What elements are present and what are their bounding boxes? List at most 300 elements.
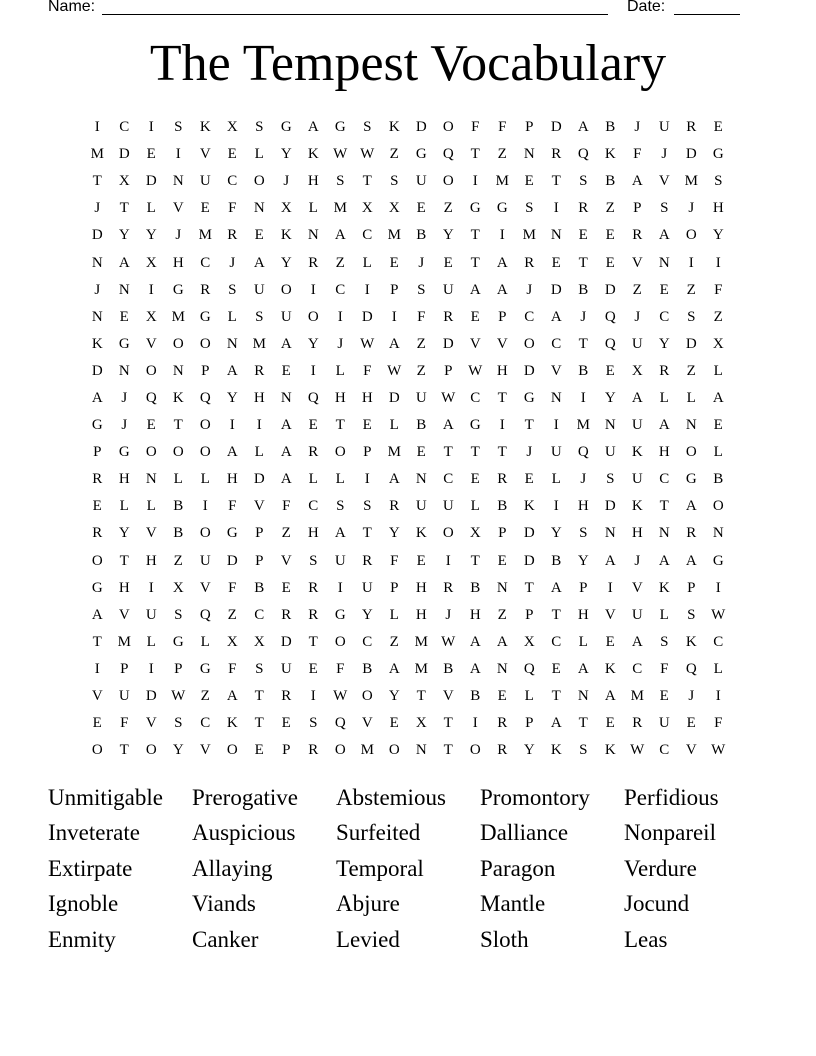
grid-letter: A [685, 552, 698, 569]
grid-letter: Z [497, 146, 508, 163]
grid-letter: J [661, 146, 668, 163]
grid-letter: Z [227, 606, 238, 623]
grid-letter: J [634, 552, 641, 569]
grid-letter: T [470, 254, 481, 271]
grid-letter: Z [497, 606, 508, 623]
grid-letter: V [496, 335, 509, 352]
grid-letter: R [254, 362, 265, 379]
grid-letter: O [172, 335, 185, 352]
grid-letter: N [118, 281, 131, 298]
grid-letter: H [118, 579, 131, 596]
grid-letter: B [362, 660, 373, 677]
grid-letter: O [91, 742, 104, 759]
grid-letter: O [685, 444, 698, 461]
grid-letter: N [496, 579, 509, 596]
grid-letter: E [524, 173, 535, 190]
word-list [48, 780, 768, 958]
word-list-item: Levied [336, 926, 400, 952]
grid-letter: T [362, 525, 373, 542]
grid-letter: G [172, 281, 185, 298]
grid-letter: R [497, 742, 508, 759]
grid-letter: U [442, 281, 455, 298]
grid-letter: T [470, 146, 481, 163]
grid-letter: T [119, 200, 130, 217]
grid-letter: O [145, 742, 158, 759]
grid-letter: E [281, 579, 292, 596]
grid-letter: I [715, 254, 722, 271]
grid-letter: P [390, 281, 399, 298]
grid-letter: U [550, 444, 563, 461]
grid-letter: Z [605, 200, 616, 217]
grid-letter: E [416, 552, 427, 569]
grid-letter: W [171, 688, 186, 705]
grid-letter: A [550, 308, 563, 325]
grid-letter: S [417, 281, 426, 298]
word-list-item: Nonpareil [624, 820, 716, 846]
grid-letter: G [685, 471, 698, 488]
grid-letter: T [443, 715, 454, 732]
grid-letter: R [578, 200, 589, 217]
letter-grid [84, 114, 732, 764]
grid-letter: Z [632, 281, 643, 298]
grid-letter: Y [118, 525, 131, 542]
grid-letter: E [659, 688, 670, 705]
grid-letter: K [226, 715, 239, 732]
grid-letter: R [443, 579, 454, 596]
grid-letter: X [145, 254, 158, 271]
grid-letter: A [496, 633, 509, 650]
grid-letter: Y [388, 688, 401, 705]
grid-letter: J [634, 308, 641, 325]
grid-letter: C [659, 471, 670, 488]
grid-letter: K [523, 498, 536, 515]
grid-letter: S [579, 525, 588, 542]
grid-letter: R [308, 606, 319, 623]
grid-letter: S [255, 660, 264, 677]
grid-letter: L [389, 606, 400, 623]
grid-letter: N [604, 525, 617, 542]
grid-letter: C [524, 308, 535, 325]
grid-letter: I [94, 119, 101, 136]
grid-letter: V [253, 498, 266, 515]
grid-letter: K [604, 660, 617, 677]
grid-letter: Z [416, 362, 427, 379]
grid-letter: N [172, 173, 185, 190]
grid-letter: L [173, 471, 184, 488]
grid-letter: L [119, 498, 130, 515]
grid-letter: N [523, 146, 536, 163]
grid-letter: Y [226, 389, 239, 406]
grid-letter: G [469, 200, 482, 217]
grid-letter: E [551, 660, 562, 677]
grid-letter: T [335, 417, 346, 434]
grid-letter: G [415, 146, 428, 163]
grid-letter: E [362, 417, 373, 434]
grid-letter: M [360, 742, 375, 759]
grid-letter: V [172, 200, 185, 217]
word-list-item: Ignoble [48, 891, 119, 917]
grid-letter: I [148, 579, 155, 596]
grid-letter: O [334, 633, 347, 650]
grid-letter: U [631, 471, 644, 488]
grid-letter: G [91, 417, 104, 434]
grid-letter: M [387, 444, 402, 461]
grid-letter: Q [577, 444, 590, 461]
grid-letter: S [363, 498, 372, 515]
grid-letter: Y [280, 254, 293, 271]
grid-letter: G [199, 660, 212, 677]
grid-letter: M [387, 227, 402, 244]
word-list-item: Jocund [624, 891, 690, 917]
grid-letter: I [715, 579, 722, 596]
grid-letter: O [199, 417, 212, 434]
grid-letter: R [389, 498, 400, 515]
grid-letter: M [684, 173, 699, 190]
grid-letter: F [228, 660, 237, 677]
grid-letter: H [577, 498, 590, 515]
grid-letter: Z [686, 362, 697, 379]
grid-letter: R [686, 525, 697, 542]
grid-letter: Y [307, 335, 320, 352]
grid-letter: I [364, 281, 371, 298]
grid-letter: M [333, 200, 348, 217]
grid-letter: L [659, 606, 670, 623]
grid-letter: O [199, 335, 212, 352]
grid-letter: P [390, 579, 399, 596]
grid-letter: M [90, 146, 105, 163]
grid-letter: L [200, 471, 211, 488]
grid-letter: E [92, 498, 103, 515]
grid-letter: R [308, 742, 319, 759]
word-list-item: Auspicious [192, 820, 296, 846]
grid-letter: Z [416, 335, 427, 352]
grid-letter: B [605, 173, 616, 190]
grid-letter: T [254, 715, 265, 732]
grid-letter: O [442, 525, 455, 542]
grid-letter: R [524, 254, 535, 271]
grid-letter: Y [280, 146, 293, 163]
grid-letter: S [336, 498, 345, 515]
grid-letter: E [551, 254, 562, 271]
grid-letter: K [604, 146, 617, 163]
grid-letter: E [281, 715, 292, 732]
grid-letter: D [442, 335, 455, 352]
grid-letter: P [498, 308, 507, 325]
grid-letter: V [604, 606, 617, 623]
grid-letter: D [523, 525, 536, 542]
grid-letter: A [496, 254, 509, 271]
grid-letter: N [658, 525, 671, 542]
grid-letter: A [604, 688, 617, 705]
grid-letter: A [253, 254, 266, 271]
grid-letter: R [497, 471, 508, 488]
grid-letter: B [578, 362, 589, 379]
grid-letter: E [443, 254, 454, 271]
grid-letter: J [175, 227, 182, 244]
grid-letter: L [470, 498, 481, 515]
grid-letter: J [688, 200, 695, 217]
grid-letter: W [333, 146, 348, 163]
grid-letter: A [712, 389, 725, 406]
grid-letter: L [686, 389, 697, 406]
word-list-item: Abstemious [336, 784, 446, 810]
grid-letter: A [388, 471, 401, 488]
grid-letter: K [631, 498, 644, 515]
grid-letter: O [226, 742, 239, 759]
grid-letter: X [145, 308, 158, 325]
grid-letter: J [94, 281, 101, 298]
grid-letter: B [605, 119, 616, 136]
grid-letter: J [634, 119, 641, 136]
grid-letter: P [687, 579, 696, 596]
grid-letter: I [553, 498, 560, 515]
grid-letter: L [146, 498, 157, 515]
grid-letter: W [360, 335, 375, 352]
grid-letter: F [228, 200, 237, 217]
grid-letter: O [172, 444, 185, 461]
grid-letter: V [145, 715, 158, 732]
grid-letter: O [712, 498, 725, 515]
grid-letter: X [118, 173, 131, 190]
grid-letter: Q [145, 389, 158, 406]
word-list-item: Verdure [624, 855, 697, 881]
name-label: Name: [48, 0, 96, 15]
grid-letter: S [255, 119, 264, 136]
grid-letter: U [415, 498, 428, 515]
grid-letter: Q [334, 715, 347, 732]
grid-letter: S [363, 119, 372, 136]
grid-letter: A [91, 606, 104, 623]
grid-letter: I [310, 688, 317, 705]
grid-letter: H [361, 389, 374, 406]
grid-letter: B [416, 417, 427, 434]
grid-letter: X [280, 200, 293, 217]
grid-letter: F [282, 498, 291, 515]
grid-letter: C [659, 742, 670, 759]
grid-letter: T [551, 688, 562, 705]
grid-letter: D [685, 146, 698, 163]
grid-letter: U [361, 579, 374, 596]
grid-letter: L [227, 308, 238, 325]
grid-letter: S [687, 606, 696, 623]
grid-letter: A [577, 119, 590, 136]
grid-letter: T [551, 173, 562, 190]
grid-letter: I [580, 389, 587, 406]
grid-letter: E [389, 715, 400, 732]
grid-letter: T [92, 633, 103, 650]
grid-letter: L [551, 471, 562, 488]
grid-letter: S [228, 281, 237, 298]
grid-letter: A [685, 498, 698, 515]
grid-letter: T [119, 552, 130, 569]
grid-letter: I [94, 660, 101, 677]
grid-letter: A [604, 552, 617, 569]
grid-letter: H [145, 552, 158, 569]
header-line [48, 0, 748, 20]
grid-letter: S [525, 200, 534, 217]
grid-letter: B [578, 281, 589, 298]
grid-letter: A [550, 579, 563, 596]
grid-letter: R [281, 606, 292, 623]
grid-letter: P [255, 552, 264, 569]
grid-letter: A [307, 119, 320, 136]
grid-letter: A [496, 281, 509, 298]
grid-letter: W [387, 362, 402, 379]
grid-letter: S [390, 173, 399, 190]
grid-letter: D [145, 173, 158, 190]
grid-letter: N [415, 471, 428, 488]
grid-letter: D [415, 119, 428, 136]
grid-letter: N [604, 417, 617, 434]
grid-letter: J [580, 308, 587, 325]
grid-letter: K [685, 633, 698, 650]
grid-letter: A [280, 417, 293, 434]
grid-letter: C [470, 389, 481, 406]
grid-letter: A [631, 633, 644, 650]
grid-letter: A [118, 254, 131, 271]
grid-letter: V [631, 254, 644, 271]
grid-letter: U [604, 444, 617, 461]
grid-letter: P [498, 525, 507, 542]
grid-letter: F [714, 715, 723, 732]
grid-letter: E [227, 146, 238, 163]
grid-letter: L [335, 362, 346, 379]
grid-letter: Z [713, 308, 724, 325]
grid-letter: U [334, 552, 347, 569]
grid-letter: S [579, 742, 588, 759]
word-list-item: Leas [624, 926, 668, 952]
grid-letter: E [497, 688, 508, 705]
grid-letter: P [444, 362, 453, 379]
grid-letter: A [577, 660, 590, 677]
grid-letter: J [337, 335, 344, 352]
grid-letter: C [200, 254, 211, 271]
grid-letter: D [685, 335, 698, 352]
grid-letter: P [93, 444, 102, 461]
grid-letter: B [497, 498, 508, 515]
grid-letter: F [471, 119, 480, 136]
grid-letter: X [361, 200, 374, 217]
grid-letter: M [252, 335, 267, 352]
grid-letter: Q [577, 146, 590, 163]
grid-letter: G [334, 119, 347, 136]
grid-letter: I [148, 281, 155, 298]
grid-letter: T [173, 417, 184, 434]
grid-letter: Y [577, 552, 590, 569]
grid-letter: Y [604, 389, 617, 406]
grid-letter: V [118, 606, 131, 623]
grid-letter: H [631, 525, 644, 542]
grid-letter: E [605, 362, 616, 379]
grid-letter: P [201, 362, 210, 379]
grid-letter: N [91, 308, 104, 325]
word-list-item: Viands [192, 891, 256, 917]
grid-letter: H [658, 444, 671, 461]
grid-letter: E [524, 471, 535, 488]
grid-letter: L [335, 471, 346, 488]
grid-letter: O [199, 444, 212, 461]
grid-letter: L [713, 660, 724, 677]
grid-letter: E [200, 200, 211, 217]
grid-letter: G [712, 146, 725, 163]
grid-letter: O [280, 281, 293, 298]
grid-letter: X [388, 200, 401, 217]
grid-letter: A [91, 389, 104, 406]
grid-letter: F [228, 579, 237, 596]
grid-letter: A [334, 227, 347, 244]
grid-letter: M [117, 633, 132, 650]
grid-letter: Z [335, 254, 346, 271]
grid-letter: H [469, 606, 482, 623]
grid-letter: A [550, 715, 563, 732]
grid-letter: M [495, 173, 510, 190]
grid-letter: H [253, 389, 266, 406]
grid-letter: A [226, 444, 239, 461]
grid-letter: Y [442, 227, 455, 244]
grid-letter: S [660, 633, 669, 650]
grid-letter: K [658, 579, 671, 596]
word-list-item: Perfidious [624, 784, 719, 810]
grid-letter: B [173, 525, 184, 542]
grid-letter: O [145, 444, 158, 461]
word-list-item: Mantle [480, 891, 546, 917]
grid-letter: X [469, 525, 482, 542]
grid-letter: U [631, 606, 644, 623]
grid-letter: Y [658, 335, 671, 352]
grid-letter: R [308, 579, 319, 596]
grid-letter: A [280, 335, 293, 352]
grid-letter: A [469, 660, 482, 677]
grid-letter: F [714, 281, 723, 298]
grid-letter: E [686, 715, 697, 732]
grid-letter: Z [389, 633, 400, 650]
grid-letter: D [604, 498, 617, 515]
grid-letter: I [445, 552, 452, 569]
word-list-item: Extirpate [48, 855, 133, 881]
grid-letter: A [226, 362, 239, 379]
grid-letter: V [631, 579, 644, 596]
grid-letter: S [687, 308, 696, 325]
grid-letter: N [577, 688, 590, 705]
grid-letter: I [364, 471, 371, 488]
grid-letter: E [416, 444, 427, 461]
grid-letter: L [146, 200, 157, 217]
grid-letter: I [310, 362, 317, 379]
grid-letter: G [280, 119, 293, 136]
grid-letter: B [443, 660, 454, 677]
grid-letter: I [607, 579, 614, 596]
grid-letter: O [469, 742, 482, 759]
word-list-item: Sloth [480, 926, 529, 952]
grid-letter: M [630, 688, 645, 705]
grid-letter: U [415, 389, 428, 406]
grid-letter: Y [145, 227, 158, 244]
grid-letter: K [172, 389, 185, 406]
grid-letter: D [388, 389, 401, 406]
grid-letter: J [94, 200, 101, 217]
grid-letter: A [280, 444, 293, 461]
date-blank-line [674, 14, 740, 15]
grid-letter: R [632, 227, 643, 244]
grid-letter: U [658, 715, 671, 732]
grid-letter: E [713, 417, 724, 434]
grid-letter: E [659, 281, 670, 298]
grid-letter: R [362, 552, 373, 569]
word-list-item: Prerogative [192, 784, 299, 810]
grid-letter: C [335, 281, 346, 298]
grid-letter: N [253, 200, 266, 217]
grid-letter: C [551, 335, 562, 352]
